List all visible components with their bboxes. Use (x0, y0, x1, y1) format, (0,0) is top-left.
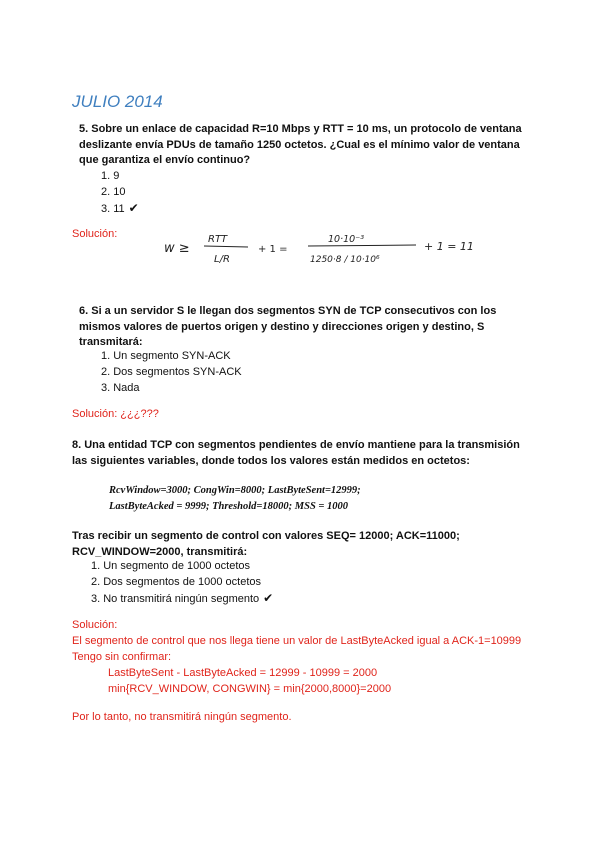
option-item: 2. Dos segmentos de 1000 octetos (91, 576, 261, 588)
solution-line: El segmento de control que nos llega tiene un valor de LastByteAcked igual a ACK-1=10999 (72, 635, 522, 647)
formula-result: + 1 = 11 (424, 240, 474, 253)
fraction-bar (308, 245, 416, 246)
option-item: 1. Un segmento SYN-ACK (101, 350, 231, 362)
formula-plus1: + 1 = (258, 244, 288, 255)
solution-calc: min{RCV_WINDOW, CONGWIN} = min{2000,8000}=2000 (108, 683, 392, 695)
question-8-line: 8. Una entidad TCP con segmentos pendientes de envío mantiene para la transmisión (72, 439, 520, 451)
page-title: JULIO 2014 (72, 92, 163, 111)
formula-frac2-num: 10·10⁻³ (328, 234, 365, 245)
option-item: 3. No transmitirá ningún segmento ✔ (91, 591, 274, 605)
solution-line: Tengo sin confirmar: (72, 651, 172, 663)
question-8 (72, 438, 527, 469)
solution-6: Solución: ¿¿¿??? (72, 408, 159, 420)
conclusion: Por lo tanto, no transmitirá ningún segmento. (72, 711, 292, 723)
question-5-options (101, 168, 139, 217)
question-6-line: 6. Si a un servidor S le llegan dos segmentos SYN de TCP consecutivos con los (79, 305, 497, 317)
formula-frac2-den: 1250·8 / 10·10⁶ (310, 255, 380, 265)
question-5-line: 5. Sobre un enlace de capacidad R=10 Mbps y RTT = 10 ms, un protocolo de ventana (79, 123, 522, 135)
question-6-options (101, 348, 242, 396)
variables-line-1: RcvWindow=3000; CongWin=8000; LastByteSent=12999; (109, 485, 361, 496)
question-6 (79, 304, 527, 351)
solution-label-5: Solución: (72, 228, 118, 240)
question-5 (79, 122, 522, 169)
question-8-line: RCV_WINDOW=2000, transmitirá: (72, 545, 248, 558)
fraction-bar (204, 246, 248, 247)
option-item: 3. Nada (101, 382, 140, 394)
solution-label-8: Solución: (72, 619, 118, 631)
formula-frac1-den: L/R (214, 254, 230, 265)
handwritten-formula (160, 224, 500, 274)
option-item: 1. 9 (101, 170, 120, 182)
option-item: 2. Dos segmentos SYN-ACK (101, 366, 242, 378)
check-icon: ✔ (263, 591, 274, 605)
formula-lhs: w ≥ (164, 241, 190, 256)
question-8-followup (72, 529, 527, 560)
question-8-line: las siguientes variables, donde todos los valores están medidos en octetos: (72, 454, 470, 467)
question-6-line: mismos valores de puertos origen y destino y direcciones origen y destino, S (79, 320, 485, 333)
option-item: 2. 10 (101, 186, 126, 198)
option-item: 3. 11 ✔ (101, 201, 139, 215)
question-6-line: transmitará: (79, 336, 143, 348)
question-8-options (91, 558, 273, 607)
formula-frac1-num: RTT (208, 234, 228, 245)
option-item: 1. Un segmento de 1000 octetos (91, 560, 250, 572)
question-8-line: Tras recibir un segmento de control con valores SEQ= 12000; ACK=11000; (72, 530, 460, 542)
variables-line-2: LastByteAcked = 9999; Threshold=18000; MSS = 1000 (109, 501, 349, 512)
question-5-line: que garantiza el envío continuo? (79, 154, 251, 166)
solution-calc: LastByteSent - LastByteAcked = 12999 - 10999 = 2000 (108, 667, 378, 679)
question-5-line: deslizante envía PDUs de tamaño 1250 octetos. ¿Cual es el mínimo valor de ventana (79, 138, 520, 151)
check-icon: ✔ (128, 201, 139, 215)
